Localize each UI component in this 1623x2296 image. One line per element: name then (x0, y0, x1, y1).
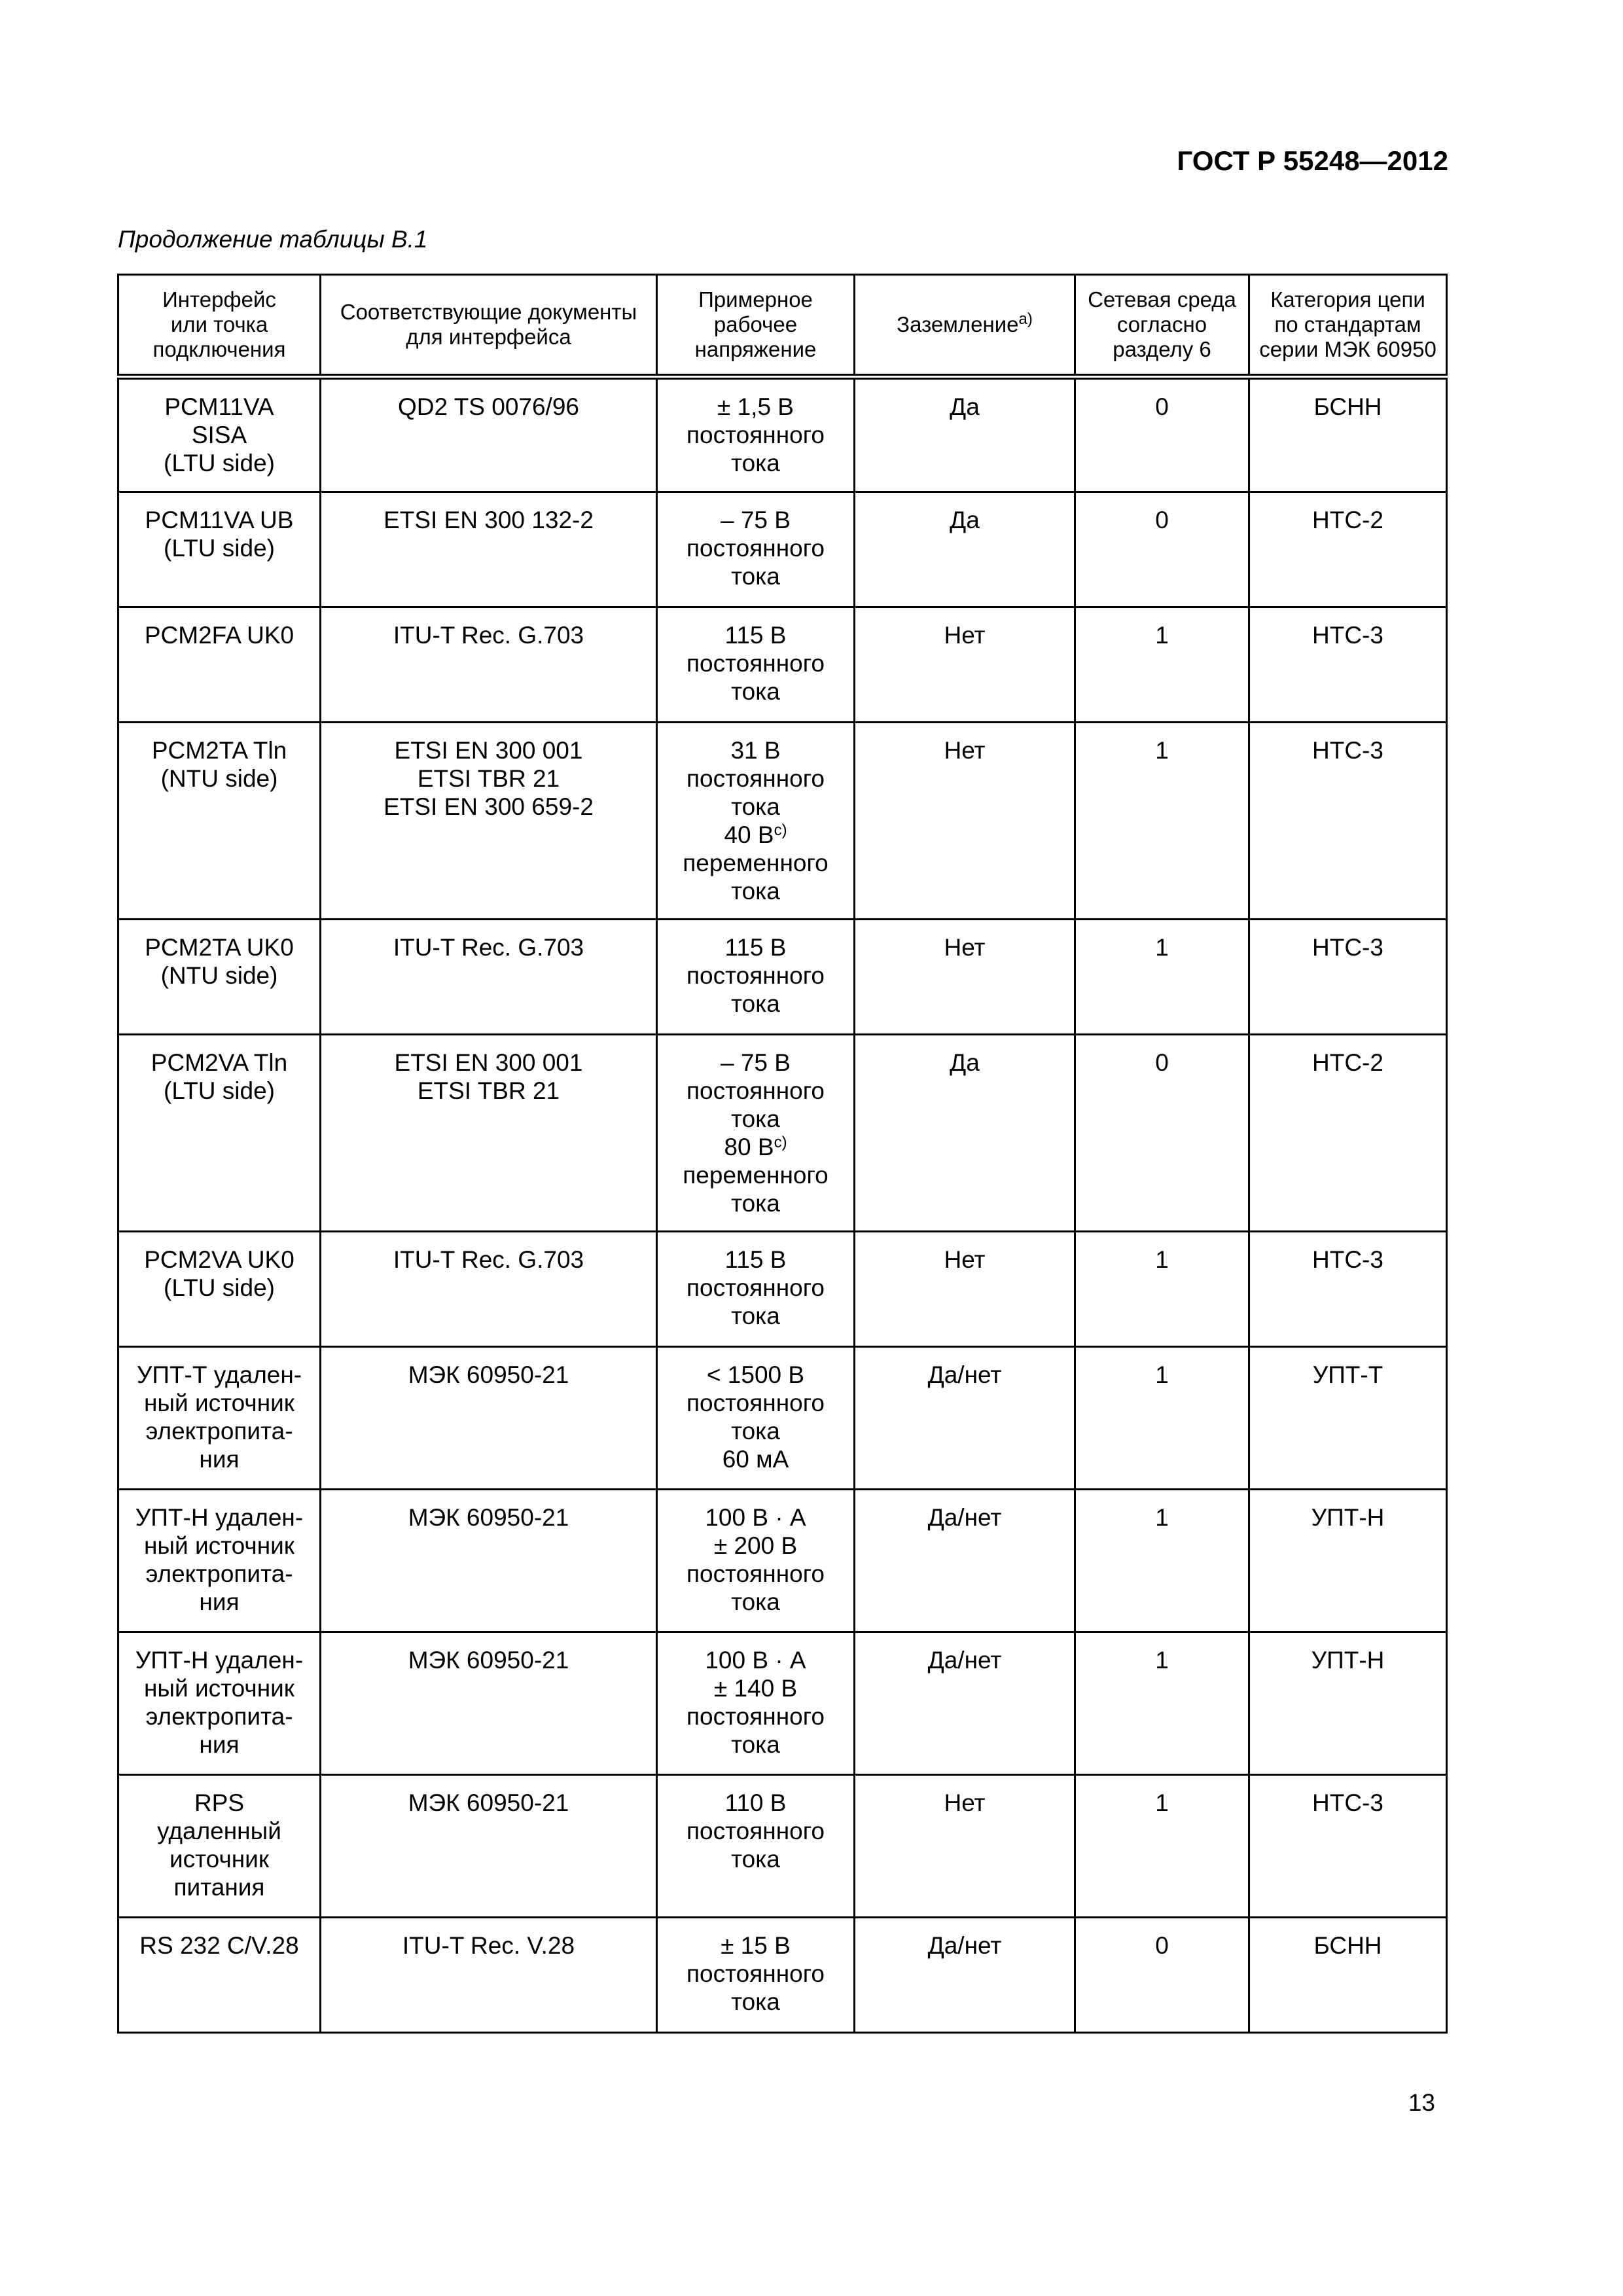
voltage-cell (657, 1347, 855, 1490)
category-value: УПТ-Т (1312, 1361, 1383, 1388)
grounding-value: Нет (944, 1789, 986, 1816)
documents-cell (321, 1775, 657, 1918)
category-cell (1249, 607, 1447, 723)
voltage-cell (657, 723, 855, 920)
grounding-value: Да/нет (927, 1504, 1002, 1531)
grounding-cell (855, 1035, 1075, 1232)
category-value: УПТ-Н (1311, 1647, 1385, 1674)
interface-value: PCM2TA Tln (NTU side) (151, 737, 287, 792)
network-value: 1 (1155, 1504, 1169, 1531)
category-cell (1249, 920, 1447, 1035)
documents-value: ITU-T Rec. G.703 (393, 934, 584, 961)
grounding-cell (855, 1347, 1075, 1490)
documents-value: МЭК 60950-21 (408, 1361, 569, 1388)
documents-value: ETSI EN 300 001 ETSI TBR 21 (394, 1049, 583, 1104)
category-value: НТС-2 (1312, 1049, 1383, 1076)
table-row (118, 1775, 1447, 1918)
category-cell (1249, 1490, 1447, 1632)
network-cell (1075, 1632, 1249, 1775)
grounding-cell (855, 607, 1075, 723)
category-value: БСНН (1313, 393, 1382, 420)
category-cell (1249, 1347, 1447, 1490)
interface-value: RS 232 C/V.28 (139, 1932, 299, 1959)
grounding-value: Да/нет (927, 1647, 1002, 1674)
grounding-value: Нет (944, 622, 986, 649)
voltage-value: 115 В постоянного тока (687, 622, 825, 705)
interface-cell (118, 920, 321, 1035)
voltage-type: переменного тока (683, 1162, 829, 1217)
table-row (118, 1490, 1447, 1632)
category-value: НТС-3 (1312, 934, 1383, 961)
column-header-documents: Соответствующие документы для интерфейса (321, 275, 657, 377)
category-value: БСНН (1313, 1932, 1382, 1959)
footnote-marker: а) (1018, 310, 1033, 328)
table-row (118, 920, 1447, 1035)
interface-value: PCM2VA UK0 (LTU side) (144, 1246, 294, 1301)
network-cell (1075, 723, 1249, 920)
documents-cell (321, 1918, 657, 2033)
voltage-cell (657, 607, 855, 723)
interface-value: PCM2VA Tln (LTU side) (151, 1049, 288, 1104)
voltage-value: 31 В постоянного тока 40 В (687, 737, 825, 848)
voltage-cell (657, 377, 855, 492)
table-caption: Продолжение таблицы В.1 (118, 226, 428, 253)
network-cell (1075, 1918, 1249, 2033)
table-row (118, 1918, 1447, 2033)
grounding-value: Да/нет (927, 1361, 1002, 1388)
voltage-value: 100 В · А ± 200 В постоянного тока (687, 1504, 825, 1615)
voltage-type: переменного тока (683, 850, 829, 905)
network-cell (1075, 1490, 1249, 1632)
footnote-marker: с) (774, 821, 787, 839)
documents-value: ITU-T Rec. G.703 (393, 1246, 584, 1273)
documents-value: ETSI EN 300 001 ETSI TBR 21 ETSI EN 300 659-2 (383, 737, 594, 820)
voltage-cell (657, 1918, 855, 2033)
table-header-row (118, 275, 1447, 377)
documents-cell (321, 1232, 657, 1347)
voltage-value: – 75 В постоянного тока 80 В (687, 1049, 825, 1160)
category-cell (1249, 1232, 1447, 1347)
page-number: 13 (1408, 2089, 1435, 2116)
table-row (118, 607, 1447, 723)
network-cell (1075, 920, 1249, 1035)
interface-value: RPS удаленный источник питания (157, 1789, 281, 1901)
table-row (118, 492, 1447, 607)
column-header-category: Категория цепи по стандартам серии МЭК 60950 (1249, 275, 1447, 377)
documents-cell (321, 1632, 657, 1775)
documents-value: ETSI EN 300 132-2 (383, 507, 594, 533)
documents-cell (321, 492, 657, 607)
documents-value: МЭК 60950-21 (408, 1647, 569, 1674)
voltage-cell (657, 1232, 855, 1347)
table-row (118, 1347, 1447, 1490)
network-cell (1075, 1035, 1249, 1232)
voltage-cell (657, 1775, 855, 1918)
voltage-cell (657, 920, 855, 1035)
documents-cell (321, 723, 657, 920)
documents-value: МЭК 60950-21 (408, 1789, 569, 1816)
network-value: 1 (1155, 622, 1169, 649)
voltage-value: 115 В постоянного тока (687, 1246, 825, 1329)
documents-cell (321, 920, 657, 1035)
network-value: 1 (1155, 737, 1169, 764)
grounding-cell (855, 1232, 1075, 1347)
category-cell (1249, 377, 1447, 492)
interface-value: PCM11VA UB (LTU side) (145, 507, 294, 562)
interface-value: УПТ-Т удален- ный источник электропита- ния (136, 1361, 302, 1473)
category-cell (1249, 1918, 1447, 2033)
grounding-value: Да (950, 507, 980, 533)
interface-cell (118, 607, 321, 723)
grounding-cell (855, 920, 1075, 1035)
voltage-value: 110 В постоянного тока (687, 1789, 825, 1873)
documents-cell (321, 1347, 657, 1490)
interface-value: PCM2TA UK0 (NTU side) (145, 934, 294, 989)
category-value: НТС-3 (1312, 622, 1383, 649)
interface-cell (118, 1490, 321, 1632)
grounding-cell (855, 377, 1075, 492)
column-header-voltage: Примерное рабочее напряжение (657, 275, 855, 377)
voltage-value: ± 1,5 В постоянного тока (687, 393, 825, 476)
interface-value: PCM2FA UK0 (144, 622, 294, 649)
documents-value: МЭК 60950-21 (408, 1504, 569, 1531)
network-value: 0 (1155, 507, 1169, 533)
grounding-cell (855, 1918, 1075, 2033)
data-table (117, 274, 1448, 2034)
grounding-value: Нет (944, 934, 986, 961)
documents-cell (321, 607, 657, 723)
network-value: 1 (1155, 1789, 1169, 1816)
voltage-cell (657, 1632, 855, 1775)
network-value: 1 (1155, 1361, 1169, 1388)
voltage-value: 100 В · А ± 140 В постоянного тока (687, 1647, 825, 1758)
interface-value: PCM11VA SISA (LTU side) (164, 393, 275, 476)
network-cell (1075, 607, 1249, 723)
interface-cell (118, 1775, 321, 1918)
category-cell (1249, 492, 1447, 607)
voltage-value: < 1500 В постоянного тока 60 мА (687, 1361, 825, 1473)
documents-value: ITU-T Rec. V.28 (402, 1932, 575, 1959)
interface-cell (118, 1918, 321, 2033)
interface-value: УПТ-Н удален- ный источник электропита- ния (135, 1504, 304, 1615)
documents-cell (321, 1490, 657, 1632)
footnote-marker: с) (774, 1134, 787, 1151)
category-value: НТС-3 (1312, 1246, 1383, 1273)
category-cell (1249, 1632, 1447, 1775)
grounding-cell (855, 1632, 1075, 1775)
network-value: 0 (1155, 1932, 1169, 1959)
network-value: 1 (1155, 1246, 1169, 1273)
table-row (118, 1035, 1447, 1232)
network-cell (1075, 377, 1249, 492)
voltage-cell (657, 492, 855, 607)
interface-cell (118, 1347, 321, 1490)
voltage-value: ± 15 В постоянного тока (687, 1932, 825, 2015)
interface-cell (118, 723, 321, 920)
table-row (118, 1232, 1447, 1347)
network-cell (1075, 1232, 1249, 1347)
grounding-cell (855, 492, 1075, 607)
column-header-network: Сетевая среда согласно разделу 6 (1075, 275, 1249, 377)
interface-cell (118, 492, 321, 607)
category-value: НТС-3 (1312, 737, 1383, 764)
category-value: НТС-2 (1312, 507, 1383, 533)
category-cell (1249, 723, 1447, 920)
network-cell (1075, 1347, 1249, 1490)
standard-designation: ГОСТ Р 55248—2012 (1177, 145, 1448, 176)
voltage-value: 115 В постоянного тока (687, 934, 825, 1017)
category-value: УПТ-Н (1311, 1504, 1385, 1531)
network-value: 0 (1155, 393, 1169, 420)
interface-cell (118, 377, 321, 492)
table-row (118, 723, 1447, 920)
interface-cell (118, 1232, 321, 1347)
grounding-cell (855, 1775, 1075, 1918)
documents-value: ITU-T Rec. G.703 (393, 622, 584, 649)
category-value: НТС-3 (1312, 1789, 1383, 1816)
grounding-cell (855, 1490, 1075, 1632)
grounding-value: Да/нет (927, 1932, 1002, 1959)
grounding-value: Да (950, 1049, 980, 1076)
network-cell (1075, 1775, 1249, 1918)
voltage-value: – 75 В постоянного тока (687, 507, 825, 590)
grounding-value: Да (950, 393, 980, 420)
documents-cell (321, 377, 657, 492)
network-cell (1075, 492, 1249, 607)
documents-value: QD2 TS 0076/96 (398, 393, 579, 420)
grounding-cell (855, 723, 1075, 920)
documents-cell (321, 1035, 657, 1232)
interface-cell (118, 1035, 321, 1232)
category-cell (1249, 1775, 1447, 1918)
voltage-cell (657, 1035, 855, 1232)
network-value: 1 (1155, 1647, 1169, 1674)
interface-value: УПТ-Н удален- ный источник электропита- ния (135, 1647, 304, 1758)
voltage-cell (657, 1490, 855, 1632)
network-value: 0 (1155, 1049, 1169, 1076)
grounding-value: Нет (944, 1246, 986, 1273)
column-header-grounding: Заземление$^{а)}$ (855, 275, 1075, 377)
column-header-interface: Интерфейс или точка подключения (118, 275, 321, 377)
grounding-value: Нет (944, 737, 986, 764)
table-row (118, 1632, 1447, 1775)
interface-cell (118, 1632, 321, 1775)
table-row (118, 377, 1447, 492)
network-value: 1 (1155, 934, 1169, 961)
category-cell (1249, 1035, 1447, 1232)
